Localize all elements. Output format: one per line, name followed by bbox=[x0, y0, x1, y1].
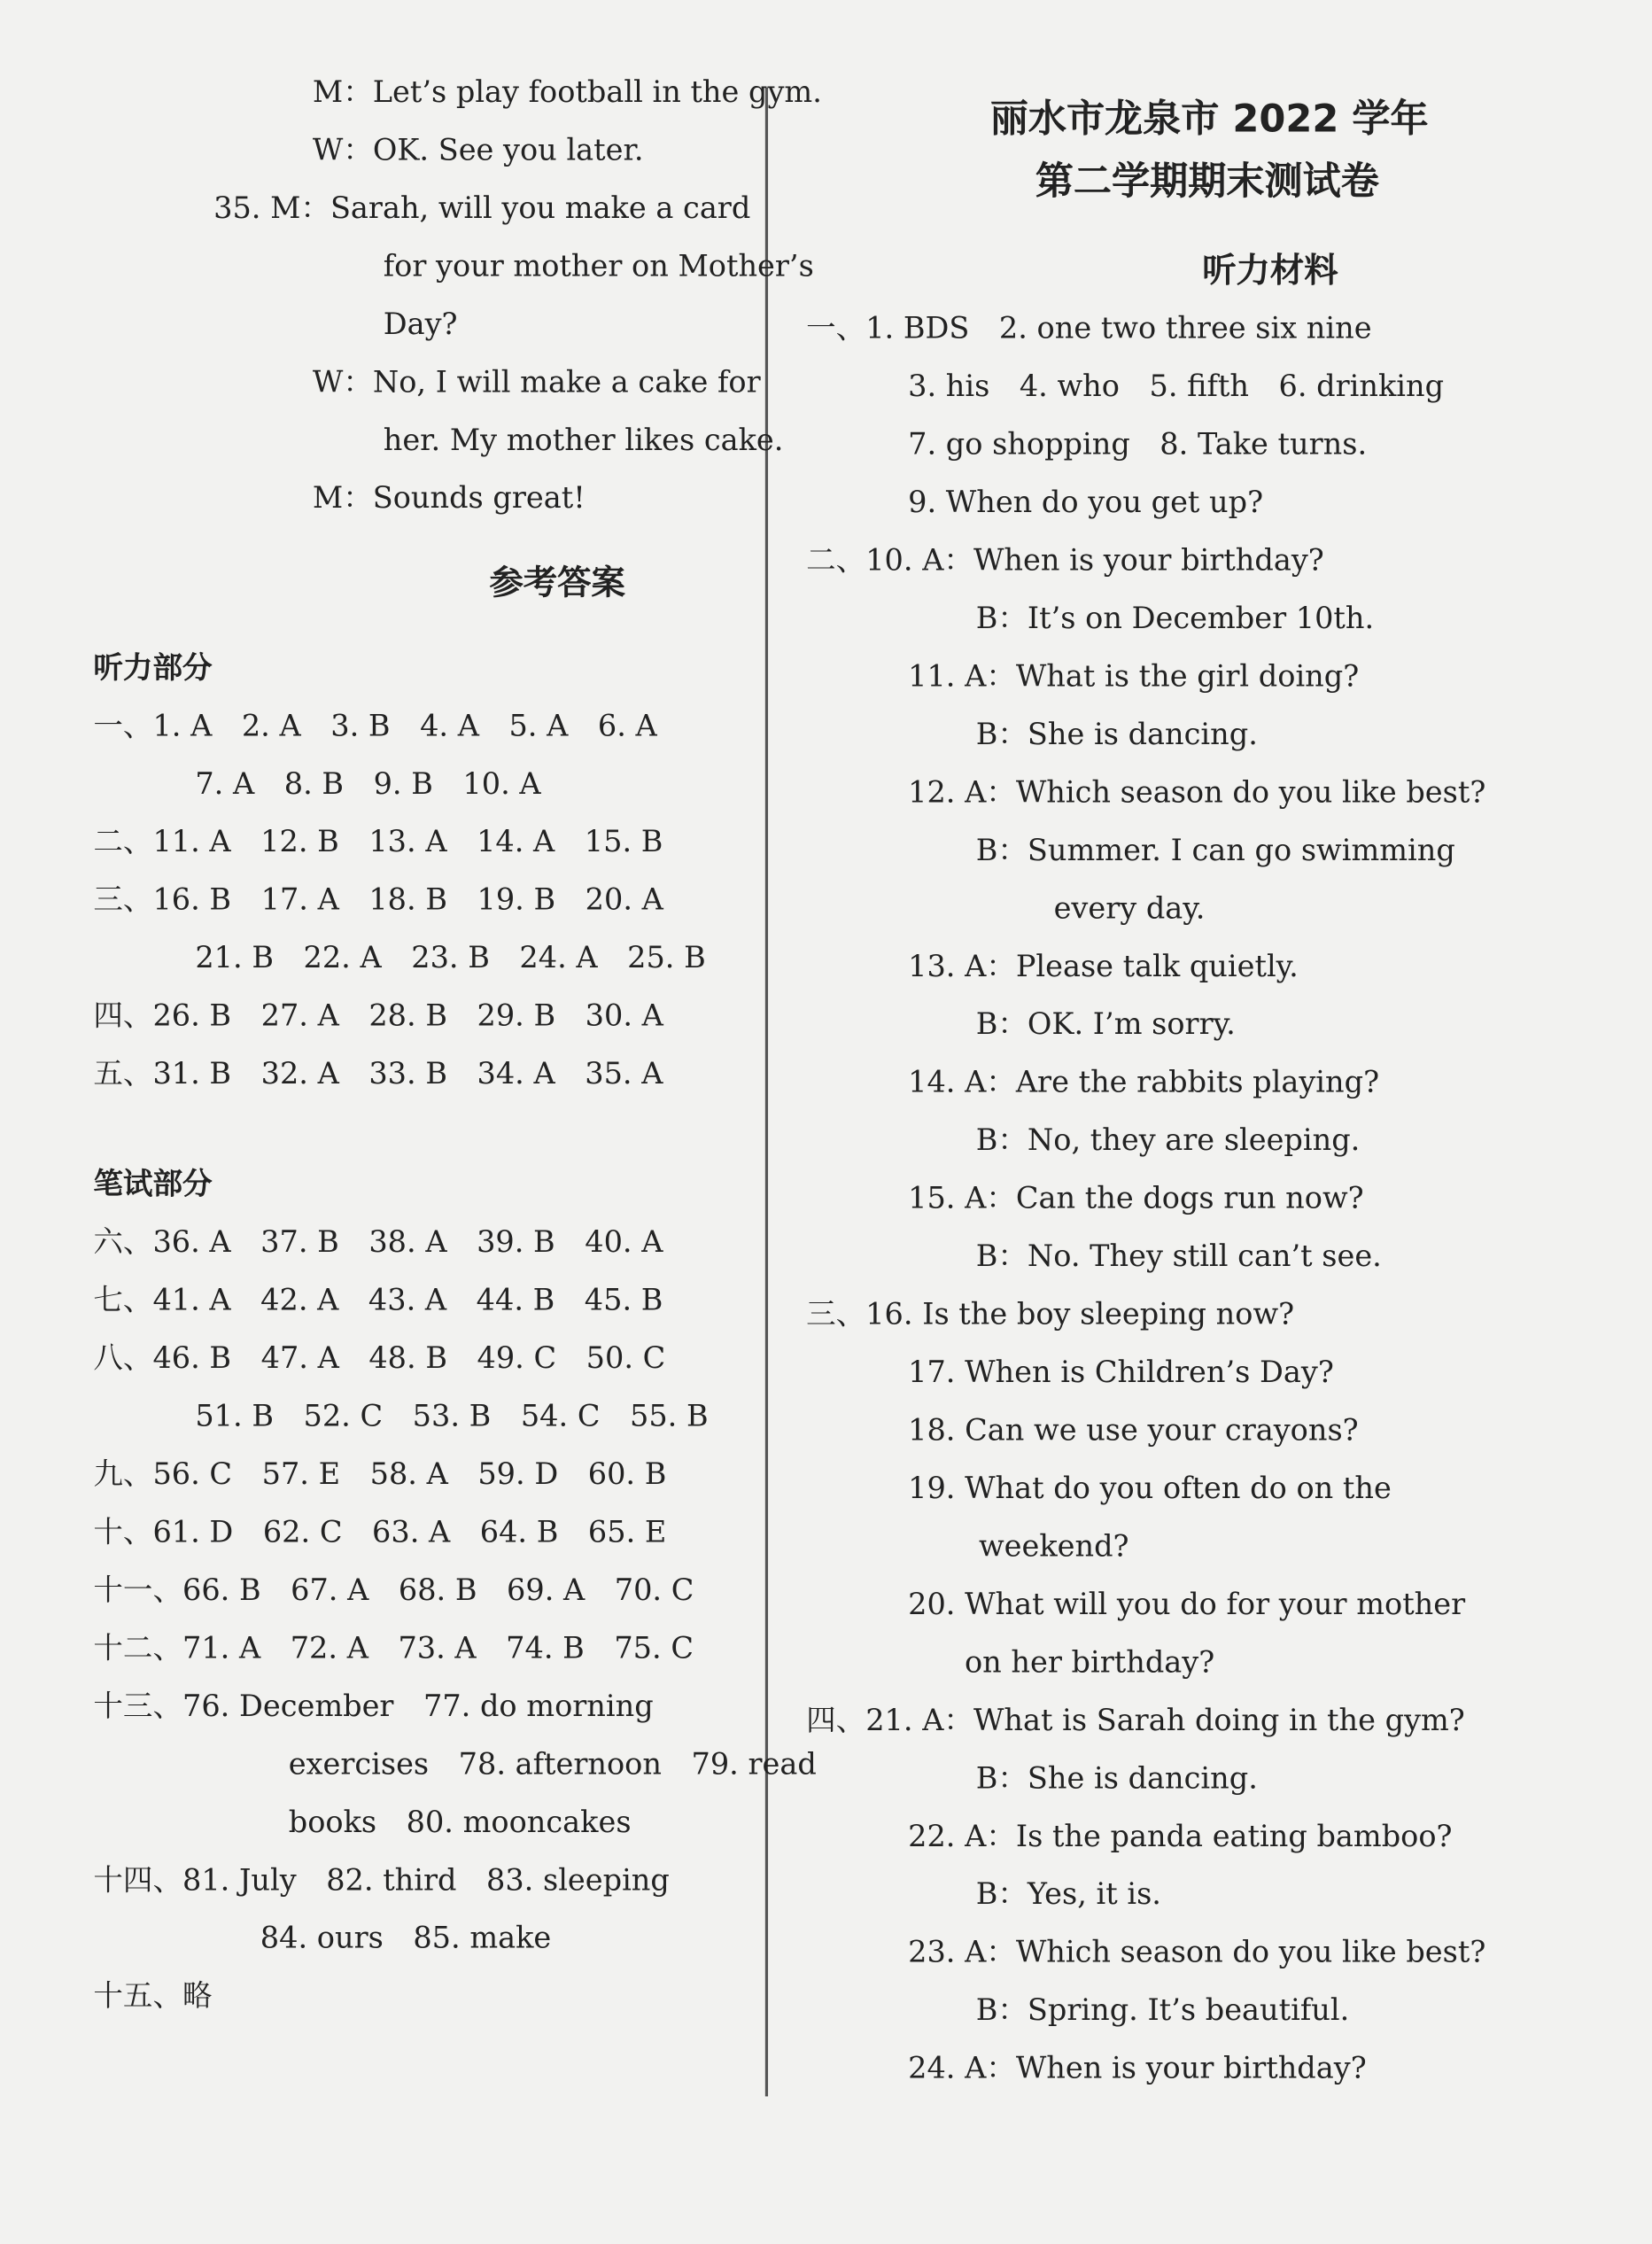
dialog-line: 35. M：Sarah, will you make a card bbox=[213, 190, 751, 225]
material-line: 12. A：Which season do you like best? bbox=[908, 775, 1486, 810]
listening-material-title: 听力材料 bbox=[1202, 250, 1338, 291]
material-line: 22. A：Is the panda eating bamboo? bbox=[908, 1819, 1453, 1853]
answers-title: 参考答案 bbox=[489, 563, 625, 603]
written-section-title: 笔试部分 bbox=[93, 1167, 213, 1201]
answer-line: 84. ours 85. make bbox=[260, 1921, 552, 1955]
answer-line: 五、31. B 32. A 33. B 34. A 35. A bbox=[93, 1056, 663, 1091]
dialog-line: her. My mother likes cake. bbox=[383, 423, 784, 457]
material-line: weekend? bbox=[978, 1529, 1129, 1564]
answer-line: 51. B 52. C 53. B 54. C 55. B bbox=[195, 1399, 709, 1433]
answer-line: 21. B 22. A 23. B 24. A 25. B bbox=[195, 940, 706, 975]
dialog-line: Day? bbox=[383, 307, 458, 341]
material-line: B：Summer. I can go swimming bbox=[975, 833, 1455, 867]
answer-line: 一、1. A 2. A 3. B 4. A 5. A 6. A bbox=[93, 708, 657, 743]
answer-line: exercises 78. afternoon 79. read bbox=[288, 1746, 817, 1782]
dialog-line: W：OK. See you later. bbox=[312, 133, 644, 167]
answer-line: 十五、略 bbox=[93, 1978, 213, 2014]
answer-line: 四、26. B 27. A 28. B 29. B 30. A bbox=[93, 998, 663, 1033]
answer-line: 三、16. B 17. A 18. B 19. B 20. A bbox=[93, 882, 663, 917]
material-line: B：No. They still can’t see. bbox=[975, 1238, 1382, 1274]
material-line: 20. What will you do for your mother bbox=[908, 1587, 1466, 1621]
exam-title-line1: 丽水市龙泉市 2022 学年 bbox=[989, 97, 1429, 142]
answer-line: 八、46. B 47. A 48. B 49. C 50. C bbox=[93, 1340, 666, 1376]
answer-line: 十一、66. B 67. A 68. B 69. A 70. C bbox=[93, 1572, 694, 1607]
material-line: B：OK. I’m sorry. bbox=[975, 1006, 1236, 1042]
column-divider bbox=[765, 88, 768, 2096]
material-line: 9. When do you get up? bbox=[908, 485, 1264, 520]
material-line: B：It’s on December 10th. bbox=[975, 601, 1375, 635]
listening-section-title: 听力部分 bbox=[93, 650, 213, 685]
material-line: B：She is dancing. bbox=[975, 717, 1258, 751]
answer-line: 七、41. A 42. A 43. A 44. B 45. B bbox=[93, 1283, 663, 1317]
answer-line: 十四、81. July 82. third 83. sleeping bbox=[93, 1862, 670, 1898]
answer-line: 六、36. A 37. B 38. A 39. B 40. A bbox=[93, 1224, 663, 1260]
answer-line: 十三、76. December 77. do morning bbox=[93, 1689, 654, 1723]
material-line: 7. go shopping 8. Take turns. bbox=[908, 427, 1368, 462]
material-line: 17. When is Children’s Day? bbox=[908, 1355, 1334, 1390]
material-line: 15. A：Can the dogs run now? bbox=[908, 1181, 1364, 1215]
material-line: every day. bbox=[1053, 890, 1206, 926]
material-line: 24. A：When is your birthday? bbox=[908, 2051, 1367, 2085]
material-line: 23. A：Which season do you like best? bbox=[908, 1935, 1486, 1969]
dialog-line: M：Sounds great! bbox=[312, 480, 586, 516]
answer-line: 十二、71. A 72. A 73. A 74. B 75. C bbox=[93, 1631, 694, 1666]
answer-line: books 80. mooncakes bbox=[288, 1805, 632, 1839]
material-line: 11. A：What is the girl doing? bbox=[908, 659, 1360, 694]
answer-line: 7. A 8. B 9. B 10. A bbox=[195, 766, 541, 801]
material-line: B：Spring. It’s beautiful. bbox=[975, 1992, 1350, 2028]
material-line: 18. Can we use your crayons? bbox=[908, 1413, 1359, 1448]
answer-line: 九、56. C 57. E 58. A 59. D 60. B bbox=[93, 1456, 667, 1491]
material-line: on her birthday? bbox=[964, 1645, 1215, 1680]
dialog-line: for your mother on Mother’s bbox=[383, 249, 814, 283]
material-line: 13. A：Please talk quietly. bbox=[908, 949, 1299, 983]
dialog-line: W：No, I will make a cake for bbox=[312, 364, 761, 400]
answer-line: 二、11. A 12. B 13. A 14. A 15. B bbox=[93, 824, 663, 859]
material-line: 一、1. BDS 2. one two three six nine bbox=[806, 311, 1372, 346]
answer-line: 十、61. D 62. C 63. A 64. B 65. E bbox=[93, 1515, 667, 1549]
material-line: 3. his 4. who 5. fifth 6. drinking bbox=[908, 369, 1445, 404]
exam-title-line2: 第二学期期末测试卷 bbox=[1035, 159, 1379, 204]
material-line: 二、10. A：When is your birthday? bbox=[806, 543, 1324, 578]
material-line: 四、21. A：What is Sarah doing in the gym? bbox=[806, 1703, 1465, 1737]
material-line: 三、16. Is the boy sleeping now? bbox=[806, 1297, 1295, 1332]
material-line: B：Yes, it is. bbox=[975, 1876, 1161, 1912]
dialog-line: M：Let’s play football in the gym. bbox=[312, 74, 822, 109]
material-line: 14. A：Are the rabbits playing? bbox=[908, 1065, 1380, 1099]
material-line: B：She is dancing. bbox=[975, 1760, 1258, 1796]
material-line: 19. What do you often do on the bbox=[908, 1471, 1392, 1505]
material-line: B：No, they are sleeping. bbox=[975, 1122, 1361, 1158]
